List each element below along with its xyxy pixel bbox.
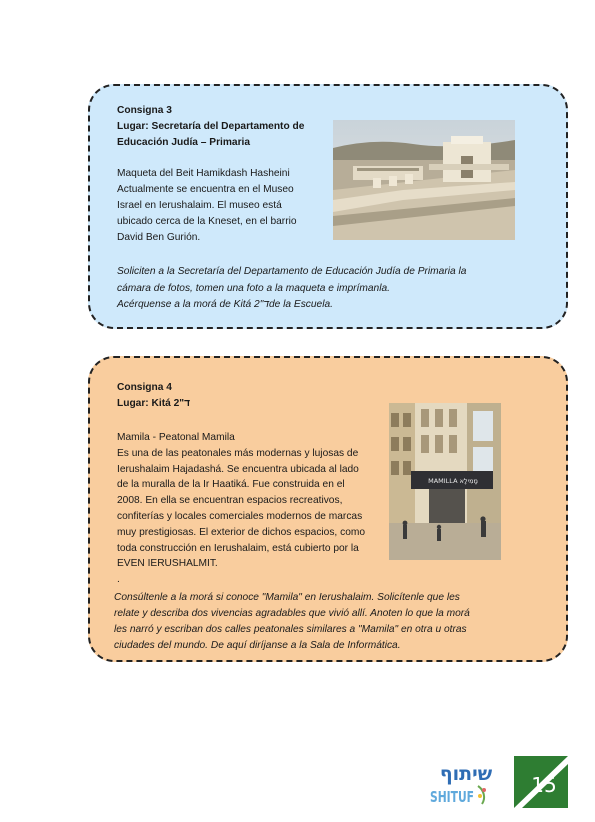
consigna-3-place: Lugar: Secretaría del Departamento de: [117, 121, 305, 132]
consigna-4-task-line: les narró y escriban dos calles peatonales similares a "Mamila" en otra u otras: [114, 624, 467, 635]
consigna-3-task-line: Acérquense a la morá de Kitá 2"דde la Escuela.: [117, 299, 333, 310]
logo-latin-text: SHITUF: [430, 788, 474, 806]
consigna-3-task-line: Soliciten a la Secretaría del Departamento de Educación Judía de Primaria la: [117, 266, 467, 277]
page-number-badge: [514, 756, 568, 808]
consigna-4-body-line: Ierushalaim Hajadashá. Se encuentra ubicada al lado: [117, 464, 359, 475]
consigna-4-body-line: confiterías y locales comerciales modernos de marcas: [117, 511, 363, 522]
consigna-3-body-line: Actualmente se encuentra en el Museo: [117, 184, 294, 195]
consigna-4-task-line: relate y describa dos vivencias agradables que vivió allí. Anoten lo que la morá: [114, 608, 470, 619]
consigna-3-body-line: Israel en Ierushalaim. El museo está: [117, 200, 282, 211]
consigna-3-title: Consigna 3: [117, 105, 172, 116]
consigna-4-body-line: de la muralla de la Ir Haatiká. Fue construida en el: [117, 479, 345, 490]
page-number: 15: [531, 773, 557, 797]
consigna-4-body-line: toda construcción en Ierushalaim, está cubierto por la: [117, 543, 359, 554]
logo-hebrew-text: שיתוף: [439, 763, 493, 785]
mamila-street-photo: [389, 403, 501, 560]
consigna-4-body-line: .: [117, 574, 120, 585]
temple-model-photo: [333, 120, 515, 240]
consigna-4-title: Consigna 4: [117, 382, 172, 393]
consigna-3-place-cont: Educación Judía – Primaria: [117, 137, 251, 148]
consigna-4-place: Lugar: Kitá 2"ד: [117, 398, 191, 409]
mamilla-sign-text: MAMILLA מָמִילָא: [428, 477, 478, 485]
consigna-4-body-line: 2008. En ella se encuentran espacios recreativos,: [117, 495, 343, 506]
shitufa-logo: [404, 760, 500, 806]
consigna-4-body-line: muy prestigiosas. El exterior de dichos espacios, como: [117, 527, 366, 538]
consigna-4-task-line: Consúltenle a la morá si conoce "Mamila" en Ierushalaim. Solicítenle que les: [114, 592, 460, 603]
consigna-3-task-line: cámara de fotos, tomen una foto a la maqueta e imprímanla.: [117, 283, 390, 294]
consigna-4-body-line: Es una de las peatonales más modernas y lujosas de: [117, 448, 359, 459]
consigna-4-task-line: ciudades del mundo. De aquí diríjanse a la Sala de Informática.: [114, 640, 401, 651]
consigna-3-body-line: David Ben Gurión.: [117, 232, 201, 243]
consigna-3-body-line: Maqueta del Beit Hamikdash Hasheini: [117, 168, 290, 179]
consigna-3-body-line: ubicado cerca de la Kneset, en el barrio: [117, 216, 297, 227]
consigna-4-body-line: Mamila - Peatonal Mamila: [117, 432, 235, 443]
consigna-4-body-line: EVEN IERUSHALMIT.: [117, 558, 218, 569]
